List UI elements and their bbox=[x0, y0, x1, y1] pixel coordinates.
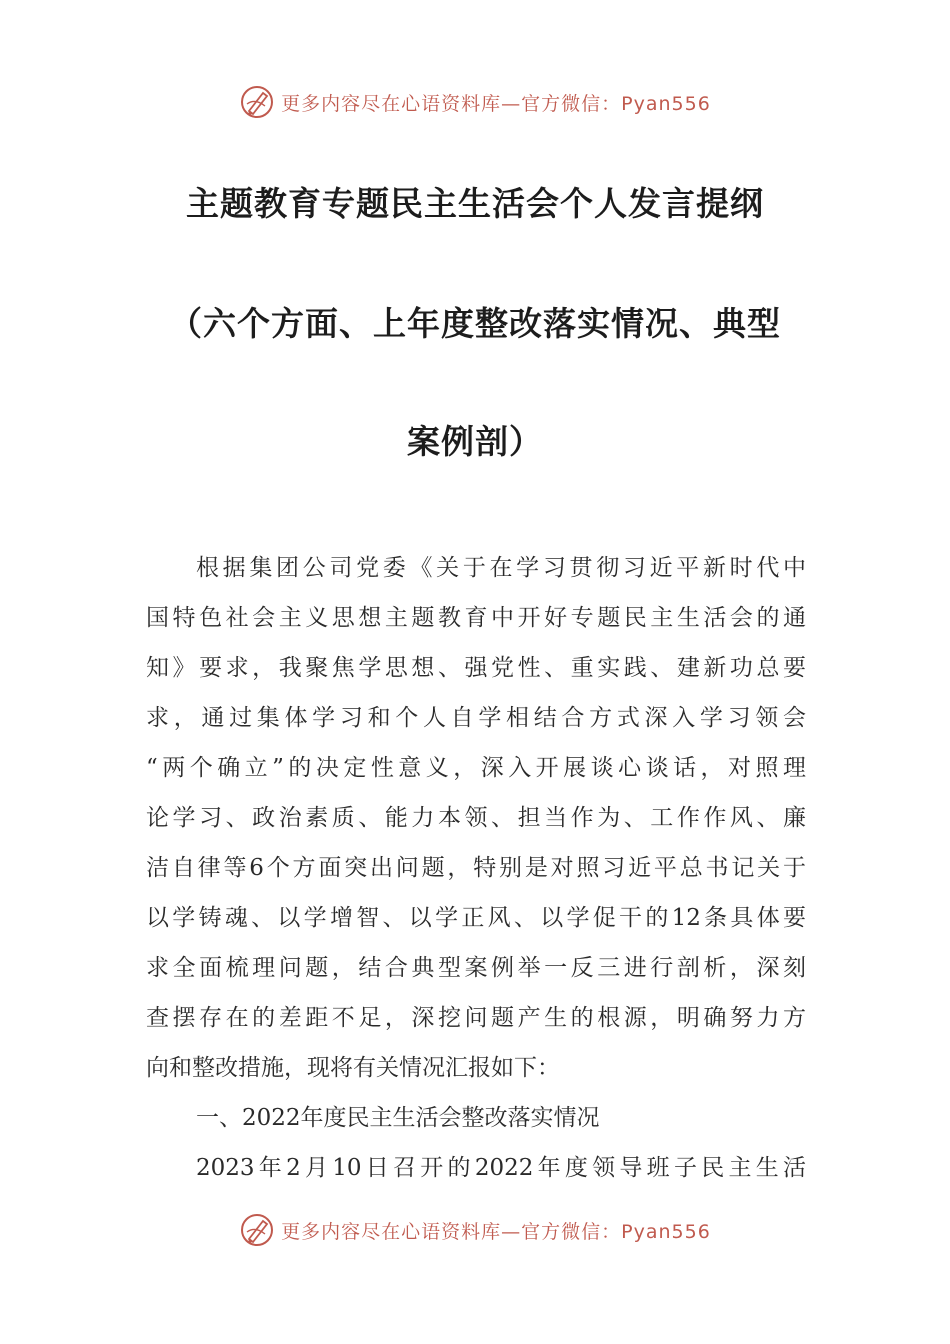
paragraph-line: 论学习、政治素质、能力本领、担当作为、工作作风、廉 bbox=[146, 805, 806, 831]
paragraph-line: 求，通过集体学习和个人自学相结合方式深入学习领会 bbox=[146, 705, 806, 731]
section-heading: 一、2022年度民主生活会整改落实情况 bbox=[196, 1105, 600, 1131]
paragraph-line: 国特色社会主义思想主题教育中开好专题民主生活会的通 bbox=[146, 605, 806, 631]
watermark-text: 更多内容尽在心语资料库—官方微信：Pyan556 bbox=[281, 92, 711, 115]
document-title-line-3: 案例剖） bbox=[407, 422, 543, 461]
document-title-line-1: 主题教育专题民主生活会个人发言提纲 bbox=[186, 184, 764, 223]
paragraph-line: 根据集团公司党委《关于在学习贯彻习近平新时代中 bbox=[196, 555, 806, 581]
pen-logo-icon bbox=[239, 1212, 275, 1248]
watermark-wechat-id: Pyan556 bbox=[621, 1220, 711, 1243]
paragraph-line: 以学铸魂、以学增智、以学正风、以学促干的12条具体要 bbox=[146, 905, 806, 931]
watermark-footer bbox=[0, 1210, 950, 1250]
document-title-line-2: （六个方面、上年度整改落实情况、典型 bbox=[169, 304, 781, 343]
paragraph-line: 查摆存在的差距不足，深挖问题产生的根源，明确努力方 bbox=[146, 1005, 806, 1031]
watermark-wechat-id: Pyan556 bbox=[621, 92, 711, 115]
paragraph-line: 向和整改措施，现将有关情况汇报如下： bbox=[146, 1055, 560, 1081]
paragraph-line: “两个确立”的决定性意义，深入开展谈心谈话，对照理 bbox=[146, 755, 806, 781]
pen-logo-icon bbox=[239, 84, 275, 120]
paragraph-line: 求全面梳理问题，结合典型案例举一反三进行剖析，深刻 bbox=[146, 955, 806, 981]
watermark-text: 更多内容尽在心语资料库—官方微信：Pyan556 bbox=[281, 1220, 711, 1243]
paragraph-line: 洁自律等6个方面突出问题，特别是对照习近平总书记关于 bbox=[146, 855, 806, 881]
paragraph-line: 2023年2月10日召开的2022年度领导班子民主生活 bbox=[196, 1155, 806, 1181]
watermark-header bbox=[0, 82, 950, 122]
paragraph-line: 知》要求，我聚焦学思想、强党性、重实践、建新功总要 bbox=[146, 655, 806, 681]
